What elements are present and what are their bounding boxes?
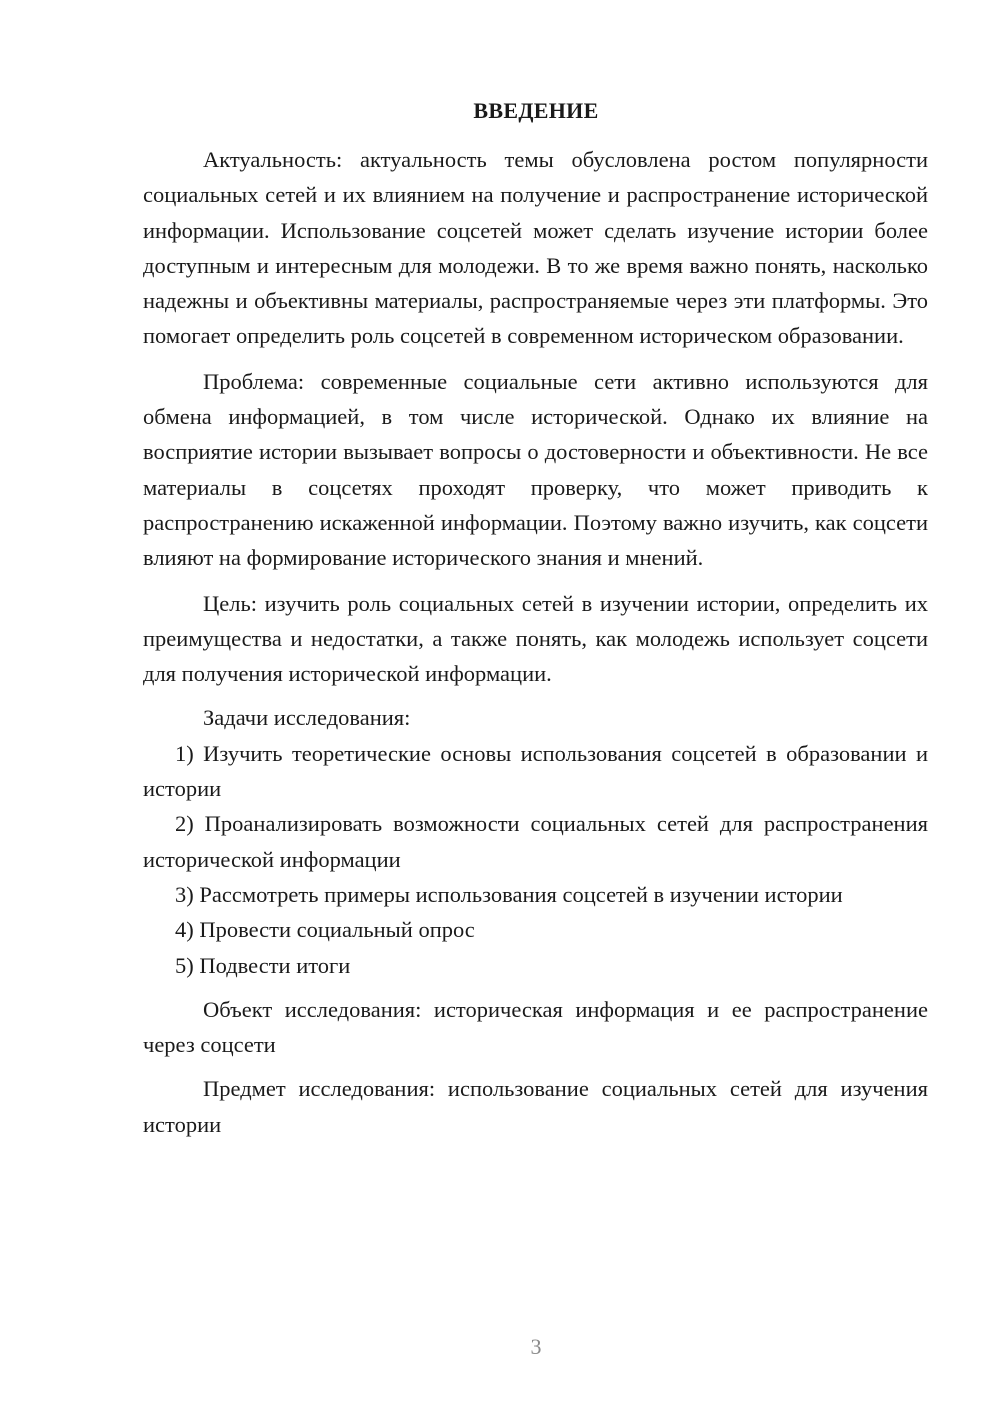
page-number: 3 xyxy=(530,1334,542,1359)
problem-paragraph: Проблема: современные социальные сети активно используются для обмена информацией, в том числе исторической. Однако их влияние на восприятие истории вызывает вопросы о достоверности и объективности. Не все материалы в соцсетях проходят проверку, что может приводить к распространению искаженной информации. Поэтому важно изучить, как соцсети влияют на формирование исторического знания и мнений. xyxy=(143,368,928,571)
object-paragraph: Объект исследования: историческая информация и ее распространение через соцсети xyxy=(143,996,928,1058)
relevance-paragraph: Актуальность: актуальность темы обусловлена ростом популярности социальных сетей и их влиянием на получение и распространение исторической информации. Использование соцсетей может сделать изучение истории более доступным и интересным для молодежи. В то же время важно понять, насколько надежны и объективны материалы, распространяемые через эти платформы. Это помогает определить роль соцсетей в современном историческом образовании. xyxy=(143,147,928,349)
tasks-list xyxy=(143,736,928,983)
list-item: 5) Подвести итоги xyxy=(175,952,351,978)
page-title: ВВЕДЕНИЕ xyxy=(473,98,599,123)
list-item: 3) Рассмотреть примеры использования соцсетей в изучении истории xyxy=(175,881,843,907)
tasks-heading: Задачи исследования: xyxy=(203,705,411,731)
subject-paragraph: Предмет исследования: использование социальных сетей для изучения истории xyxy=(143,1076,928,1137)
goal-paragraph: Цель: изучить роль социальных сетей в изучении истории, определить их преимущества и недостатки, а также понять, как молодежь использует соцсети для получения исторической информации. xyxy=(143,590,928,687)
list-item: 4) Провести социальный опрос xyxy=(175,917,475,943)
document-body xyxy=(143,142,928,1142)
list-item: 2) Проанализировать возможности социальных сетей для распространения исторической информации xyxy=(143,811,928,872)
list-item: 1) Изучить теоретические основы использования соцсетей в образовании и истории xyxy=(143,740,928,802)
